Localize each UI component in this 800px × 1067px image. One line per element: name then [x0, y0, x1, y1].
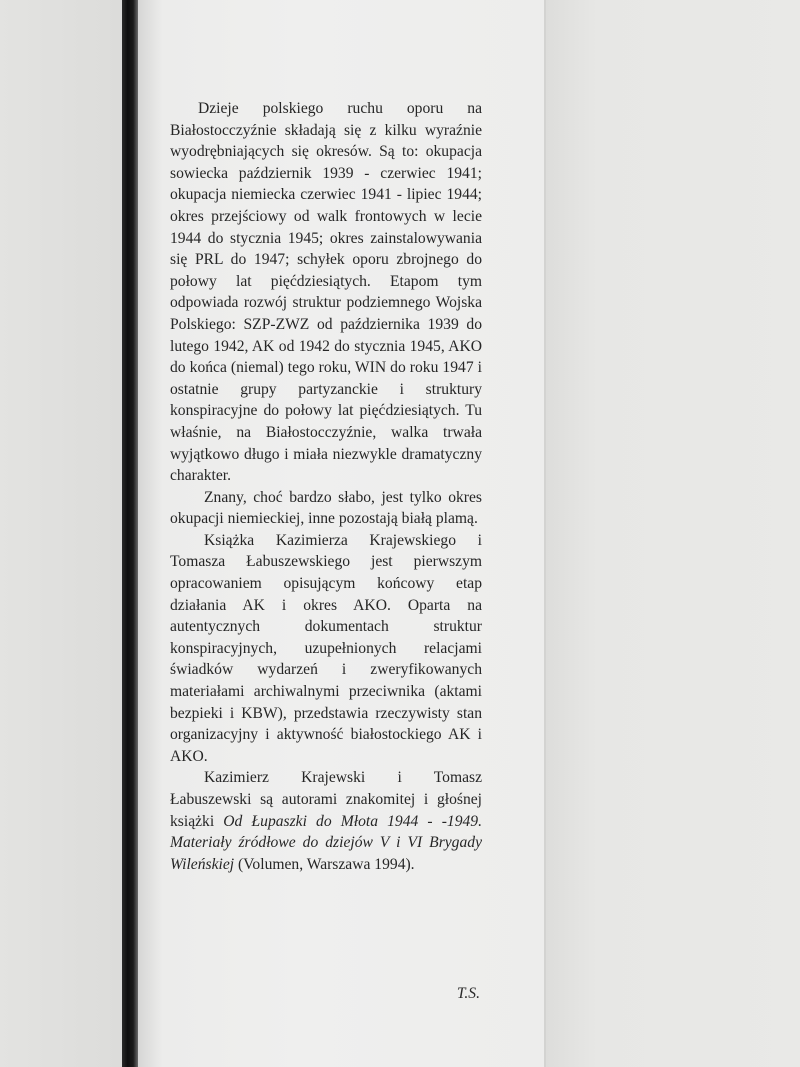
- paragraph-4-end: (Volumen, Warszawa 1994).: [234, 855, 415, 873]
- background-right: [546, 0, 800, 1067]
- background-left: [0, 0, 122, 1067]
- paragraph-1: Dzieje polskiego ruchu oporu na Białostocczyźnie składają się z kilku wyraźnie wyodrębniających się okresów. Są to: okupacja sowiecka październik 1939 - czerwiec 1941; okupacja niemiecka czerwiec 1941 - lipiec 1944; okres przejściowy od walk frontowych w lecie 1944 do stycznia 1945; okres zainstalowywania się PRL do 1947; schyłek oporu zbrojnego do połowy lat pięćdziesiątych. Etapom tym odpowiada rozwój struktur podziemnego Wojska Polskiego: SZP-ZWZ od października 1939 do lutego 1942, AK od 1942 do stycznia 1945, AKO do końca (niemal) tego roku, WIN do roku 1947 i ostatnie grupy partyzanckie i struktury konspiracyjne do połowy lat pięćdziesiątych. Tu właśnie, na Białostocczyźnie, walka trwała wyjątkowo długo i miała niezwykle dramatyczny charakter.: [170, 100, 482, 485]
- paragraph-4: [170, 767, 482, 875]
- paragraph-4-start: Kazimierz Krajewski i Tomasz Łabuszewski są autorami znakomitej i głośnej książki: [170, 769, 482, 830]
- book-title: Od Łupaszki do Młota 1944 - -1949. Materiały źródłowe do dziejów V i VI Brygady Wileńskiej: [170, 812, 482, 873]
- paragraph-3: Książka Kazimierza Krajewskiego i Tomasza Łabuszewskiego jest pierwszym opracowaniem opisującym końcowy etap działania AK i okres AKO. Oparta na autentycznych dokumentach struktur konspiracyjnych, uzupełnionych relacjami świadków wydarzeń i zweryfikowanych materiałami archiwalnymi przeciwnika (aktami bezpieki i KBW), przedstawia rzeczywisty stan organizacyjny i aktywność białostockiego AK i AKO.: [170, 531, 482, 765]
- page-text: [170, 98, 482, 875]
- paragraph-2: Znany, choć bardzo słabo, jest tylko okres okupacji niemieckiej, inne pozostają białą plamą.: [170, 488, 482, 528]
- signature: T.S.: [456, 985, 480, 1002]
- book-spine: [122, 0, 138, 1067]
